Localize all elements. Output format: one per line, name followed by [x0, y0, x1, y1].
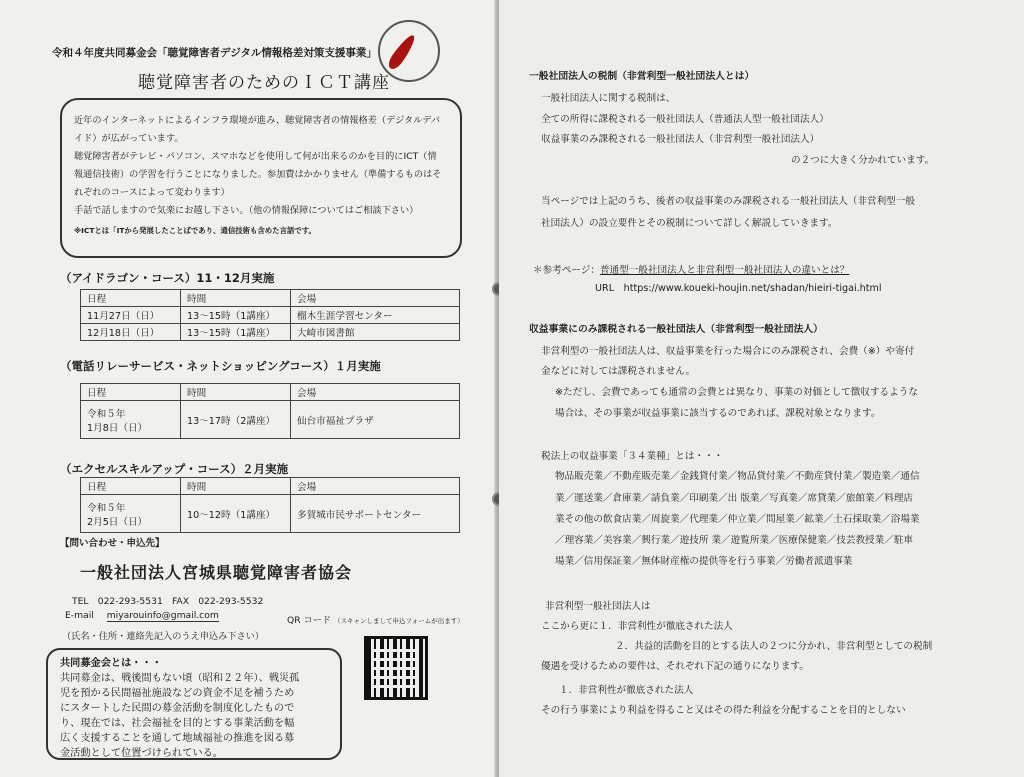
cell-venue: 多賀城市民サポートセンター	[291, 495, 460, 533]
course-table	[80, 477, 460, 533]
fund-line: 共同募金は、戦後間もない頃（昭和２２年）、戦災孤	[60, 673, 300, 684]
intro-line: イド）が広がっています。	[74, 133, 184, 144]
ict-note: ※ICTとは「ITから発展したことばであり、通信技術も含めた言語です。	[74, 226, 316, 235]
course-title: （アイドラゴン・コース）11・12月実施	[60, 271, 275, 285]
text-line: 優遇を受けるための要件は、それぞれ下記の通りになります。	[541, 661, 809, 672]
header-date: 日程	[81, 478, 181, 495]
header-venue: 会場	[291, 290, 460, 307]
qr-subtext: （スキャンしまして申込フォームが出ます）	[334, 617, 464, 625]
cell-time: 10～12時（1講座）	[181, 495, 291, 533]
text-line: ここから更に１．非営利性が徹底された法人	[541, 621, 733, 632]
right-page	[499, 0, 1024, 777]
qr-label-text: QR コード	[287, 615, 332, 626]
fund-line: り、現在では、社会福祉を目的とする事業活動を幅	[60, 718, 295, 729]
text-line: 非営利型一般社団法人は	[545, 601, 651, 612]
cell-date: 12月18日（日）	[81, 324, 181, 341]
cell-date: 11月27日（日）	[81, 307, 181, 324]
text-line: ２．共益的活動を目的とする法人の２つに分かれ、非営利型としての税制	[615, 641, 933, 652]
header-time: 時間	[181, 384, 291, 401]
text-line: 収益事業のみ課税される一般社団法人（非営利型一般社団法人）	[541, 134, 820, 145]
text-line: その行う事業により利益を得ること又はその得た利益を分配することを目的としない	[541, 705, 906, 716]
course-title: （電話リレーサービス・ネットショッピングコース）１月実施	[60, 359, 381, 373]
flyer-title: 聴覚障害者のためのＩＣＴ講座	[138, 73, 390, 93]
header-time: 時間	[181, 290, 291, 307]
email-label: E-mail	[65, 610, 94, 621]
fund-line: 児を預かる民間福祉施設などの資金不足を補うため	[60, 688, 295, 699]
qr-label	[287, 612, 464, 626]
ref-prefix: ＊参考ページ：	[533, 265, 600, 276]
industry-line: 業／運送業／倉庫業／請負業／印刷業／出 版業／写真業／席貸業／旅館業／料理店	[555, 493, 914, 504]
cell-time: 13～17時（2講座）	[181, 401, 291, 439]
header-date: 日程	[81, 290, 181, 307]
course-table	[80, 383, 460, 439]
intro-box	[60, 98, 462, 258]
fund-line: 金活動として位置づけられている。	[60, 748, 223, 759]
industry-line: 物品販売業／不動産販売業／金銭貸付業／物品貸付業／不動産貸付業／製造業／通信	[555, 471, 920, 482]
org-name: 一般社団法人宮城県聴覚障害者協会	[80, 563, 353, 582]
fund-line: にスタートした民間の募金活動を制度化したもので	[60, 703, 295, 714]
text-line: １．非営利性が徹底された法人	[559, 685, 694, 696]
text-line: の２つに大きく分かれています。	[791, 155, 935, 166]
fund-head: 共同募金会とは・・・	[60, 658, 162, 669]
feather-icon	[386, 32, 419, 72]
email-address[interactable]: miyarouinfo@gmail.com	[106, 610, 219, 621]
cell-time: 13～15時（1講座）	[181, 307, 291, 324]
fund-box	[46, 648, 342, 760]
text-line: 当ページでは上記のうち、後者の収益事業のみ課税される一般社団法人（非営利型一般	[541, 196, 915, 207]
qr-code[interactable]	[364, 636, 428, 700]
text-line: 全ての所得に課税される一般社団法人（普通法人型一般社団法人）	[541, 114, 829, 125]
header-date: 日程	[81, 384, 181, 401]
reference-link[interactable]: 普通型一般社団法人と非営利型一般社団法人の違いとは？	[599, 265, 850, 276]
tel-fax: TEL 022-293-5531 FAX 022-293-5532	[72, 596, 264, 607]
header-time: 時間	[181, 478, 291, 495]
cell-date: 令和５年 2月5日（日）	[81, 495, 181, 533]
intro-line: 近年のインターネットによるインフラ環境が進み、聴覚障害者の情報格差（デジタルデバ	[74, 115, 441, 126]
intro-line: 報通信技術）の学習を行うことになりました。参加費はかかりません（準備するものはそ	[74, 169, 442, 180]
section-heading: 一般社団法人の税制（非営利型一般社団法人とは）	[529, 71, 755, 82]
intro-line: れぞれのコースによって変わります）	[74, 187, 230, 198]
section-heading: 収益事業にのみ課税される一般社団法人（非営利型一般社団法人）	[529, 324, 823, 335]
text-line: 場合は、その事業が収益事業に該当するのであれば、課税対象となります。	[555, 408, 881, 419]
reference-line	[533, 262, 849, 276]
text-line: ※ただし、会費であっても通常の会費とは異なり、事業の対価として徴収するような	[555, 387, 918, 398]
industry-line: 業その他の飲食店業／周旋業／代理業／仲立業／問屋業／鉱業／土石採取業／浴場業	[555, 514, 920, 525]
text-line: 一般社団法人に関する税制は、	[541, 93, 676, 104]
industry-line: ／理容業／美容業／興行業／遊技所 業／遊覧所業／医療保健業／技芸教授業／駐車	[555, 535, 914, 546]
text-line: 社団法人）の設立要件とその税制について詳しく解説していきます。	[541, 218, 838, 229]
cell-venue: 大崎市図書館	[291, 324, 460, 341]
email-line	[65, 610, 219, 621]
reference-url[interactable]: URL https://www.koueki-houjin.net/shadan/hieiri-tigai.html	[595, 283, 882, 294]
left-page	[0, 0, 497, 777]
cell-time: 13～15時（1講座）	[181, 324, 291, 341]
intro-line: 手話で話しますので気楽にお越し下さい。（他の情報保障についてはご相談下さい）	[74, 205, 419, 216]
fund-line: 広く支援することを通して地域福祉の推進を図る募	[60, 733, 295, 744]
cell-venue: 仙台市福祉プラザ	[291, 401, 460, 439]
header-venue: 会場	[291, 384, 460, 401]
industry-line: 場業／信用保証業／無体財産権の提供等を行う事業／労働者派遣事業	[555, 556, 853, 567]
cell-date: 令和５年 1月8日（日）	[81, 401, 181, 439]
flyer-header: 令和４年度共同募金会「聴覚障害者デジタル情報格差対策支援事業」	[52, 47, 377, 59]
course-table	[80, 289, 460, 341]
intro-line: 聴覚障害者がテレビ・パソコン、スマホなどを使用して何が出来るのかを目的にICT（情	[74, 151, 437, 162]
text-line: 金などに対しては課税されません。	[541, 366, 696, 377]
course-title: （エクセルスキルアップ・コース）２月実施	[60, 462, 289, 476]
text-line: 税法上の収益事業「３４業種」とは・・・	[541, 451, 724, 462]
cell-venue: 榴木生涯学習センター	[291, 307, 460, 324]
text-line: 非営利型の一般社団法人は、収益事業を行った場合にのみ課税され、会費（※）や寄付	[541, 346, 915, 357]
apply-note: （氏名・住所・連絡先記入のうえ申込み下さい）	[62, 631, 265, 642]
contact-label: 【問い合わせ・申込先】	[60, 538, 165, 549]
header-venue: 会場	[291, 478, 460, 495]
